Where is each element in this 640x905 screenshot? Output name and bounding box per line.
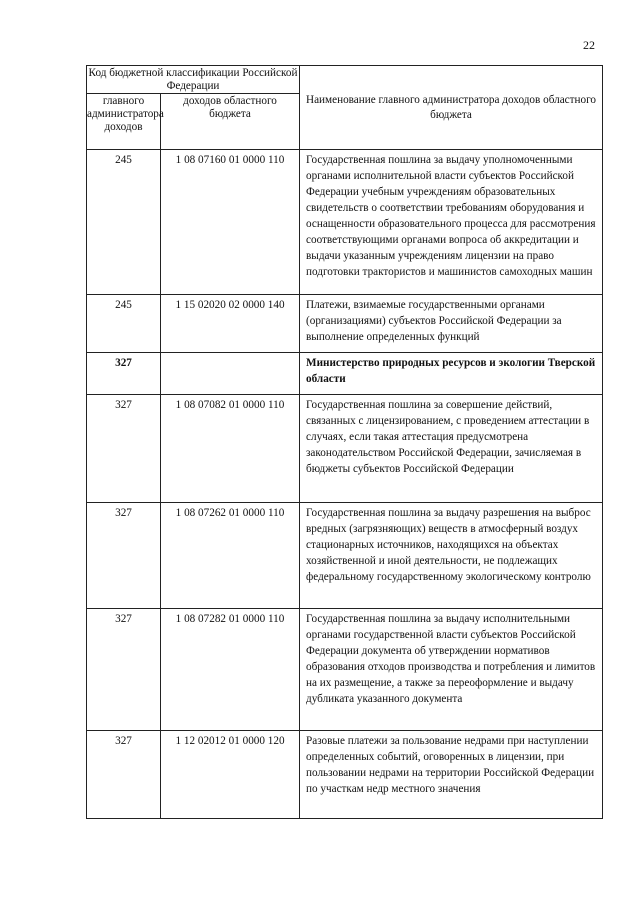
table-row (87, 731, 603, 819)
row-admin-code: 327 (87, 353, 161, 395)
header-income: доходов областного бюджета (161, 94, 300, 150)
row-income-code: 1 15 02020 02 0000 140 (161, 295, 300, 353)
table-row (87, 353, 603, 395)
row-name: Государственная пошлина за выдачу исполнительными органами государственной власти субъектов Российской Федерации документа об утверждении нормативов образования отходов производства и потребления и лимитов на их размещение, а также за переоформление и выдачу дубликата указанного документа (300, 609, 603, 731)
table-row (87, 295, 603, 353)
row-admin-code: 327 (87, 609, 161, 731)
header-code-group: Код бюджетной классификации Российской Федерации (87, 66, 300, 94)
table-row (87, 150, 603, 295)
row-name: Государственная пошлина за выдачу разрешения на выброс вредных (загрязняющих) веществ в атмосферный воздух стационарных источников, находящихся на объектах хозяйственной и иной деятельности, не подлежащих федеральному государственному экологическому контролю (300, 503, 603, 609)
table-row (87, 609, 603, 731)
row-income-code: 1 08 07282 01 0000 110 (161, 609, 300, 731)
row-admin-code: 327 (87, 503, 161, 609)
row-admin-code: 327 (87, 731, 161, 819)
row-name: Государственная пошлина за выдачу уполномоченными органами исполнительной власти субъектов Российской Федерации учебным учреждениям образовательных свидетельств о соответствии требованиям оборудования и оснащенности образовательного процесса для рассмотрения соответствующими органами вопроса об аккредитации и выдачи указанным учреждениям лицензии на право подготовки трактористов и машинистов самоходных машин (300, 150, 603, 295)
row-income-code: 1 08 07262 01 0000 110 (161, 503, 300, 609)
row-name: Министерство природных ресурсов и экологии Тверской области (300, 353, 603, 395)
row-income-code: 1 08 07160 01 0000 110 (161, 150, 300, 295)
row-name: Государственная пошлина за совершение действий, связанных с лицензированием, с проведением аттестации в случаях, если такая аттестация предусмотрена законодательством Российской Федерации, зачисляемая в бюджеты субъектов Российской Федерации (300, 395, 603, 503)
row-admin-code: 245 (87, 150, 161, 295)
table-row (87, 503, 603, 609)
row-income-code: 1 08 07082 01 0000 110 (161, 395, 300, 503)
budget-classification-table (86, 65, 603, 819)
page-number: 22 (583, 38, 595, 52)
row-admin-code: 327 (87, 395, 161, 503)
table-row (87, 395, 603, 503)
header-row-1 (87, 66, 603, 94)
row-income-code: 1 12 02012 01 0000 120 (161, 731, 300, 819)
header-admin: главного администратора доходов (87, 94, 161, 150)
header-name: Наименование главного администратора доходов областного бюджета (300, 66, 603, 150)
row-name: Разовые платежи за пользование недрами при наступлении определенных событий, оговоренных в лицензии, при пользовании недрами на территории Российской Федерации по участкам недр местного значения (300, 731, 603, 819)
row-name: Платежи, взимаемые государственными органами (организациями) субъектов Российской Федерации за выполнение определенных функций (300, 295, 603, 353)
row-income-code (161, 353, 300, 395)
row-admin-code: 245 (87, 295, 161, 353)
